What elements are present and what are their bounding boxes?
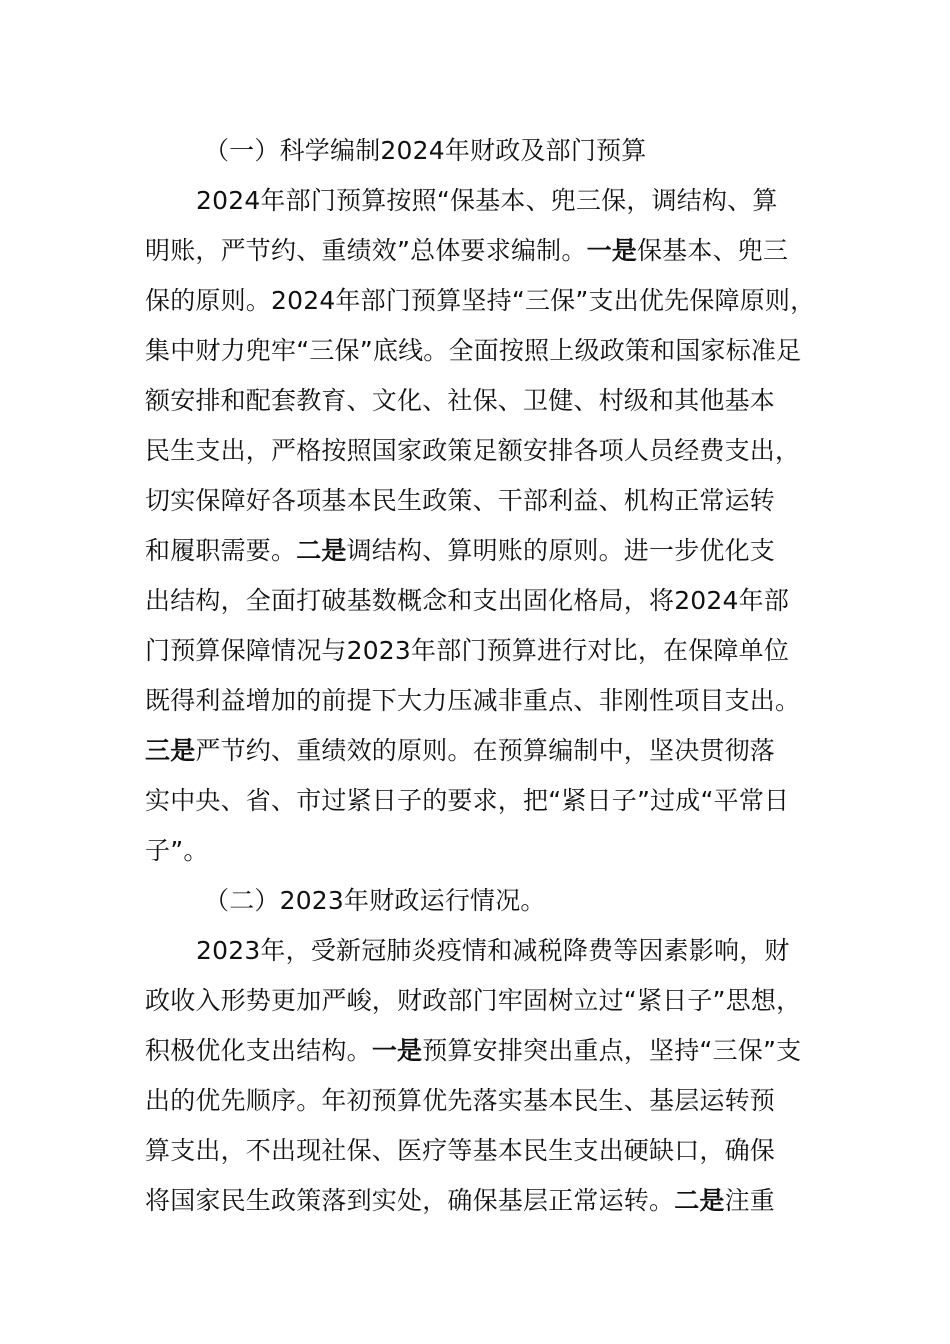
paragraph-line [145,226,788,276]
bold-text-run: 三是 [145,736,196,765]
text-run: 门预算保障情况与2023年部门预算进行对比，在保障单位 [145,636,790,665]
paragraph-line [145,376,775,426]
paragraph-line [145,1176,775,1226]
paragraph-line [145,1076,775,1126]
text-run: 出的优先顺序。年初预算优先落实基本民生、基层运转预 [145,1086,776,1115]
paragraph-line [145,1126,775,1176]
paragraph-line [145,576,789,626]
text-run: 注重 [724,1186,776,1215]
paragraph-line [145,776,789,826]
paragraph-line [145,1026,801,1076]
text-run: 实中央、省、市过紧日子的要求，把“紧日子”过成“平常日 [145,786,790,815]
paragraph-line [145,476,775,526]
text-run: 子”。 [145,836,209,865]
text-run: 算支出，不出现社保、医疗等基本民生支出硬缺口，确保 [145,1136,776,1165]
text-run: 2024年部门预算按照“保基本、兜三保，调结构、算 [196,186,778,215]
bold-text-run: 二是 [674,1186,725,1215]
text-run: 民生支出，严格按照国家政策足额安排各项人员经费支出， [145,436,801,465]
bold-text-run: 一是 [371,1036,423,1065]
paragraph-line [145,526,775,576]
text-run: 明账，严节约、重绩效”总体要求编制。 [145,236,587,265]
text-run: 政收入形势更加严峻，财政部门牢固树立过“紧日子”思想， [145,986,802,1015]
paragraph-line [145,826,209,876]
paragraph-line [145,326,801,376]
text-run: 将国家民生政策落到实处，确保基层正常运转。 [145,1186,675,1215]
text-run: 调结构、算明账的原则。进一步优化支 [346,536,776,565]
text-run: 保基本、兜三 [636,236,789,265]
text-run: 出结构，全面打破基数概念和支出固化格局，将2024年部 [145,586,790,615]
text-run: 既得利益增加的前提下大力压减非重点、非刚性项目支出。 [145,686,801,715]
bold-text-run: 一是 [586,236,637,265]
text-run: 集中财力兜牢“三保”底线。全面按照上级政策和国家标准足 [145,336,802,365]
text-run: 和履职需要。 [145,536,297,565]
text-run: 积极优化支出结构。 [145,1036,372,1065]
paragraph-line [145,276,815,326]
text-run: 切实保障好各项基本民生政策、干部利益、机构正常运转 [145,486,776,515]
paragraph-line [145,976,801,1026]
paragraph-line [145,626,789,676]
paragraph-line [145,676,800,726]
text-run: 保的原则。2024年部门预算坚持“三保”支出优先保障原则， [145,286,816,315]
bold-text-run: 二是 [296,536,347,565]
paragraph-line [196,926,790,976]
paragraph-line [145,426,800,476]
text-run: 2023年，受新冠肺炎疫情和减税降费等因素影响，财 [196,936,790,965]
text-run: 预算安排突出重点，坚持“三保”支 [422,1036,802,1065]
section-heading-2: （二）2023年财政运行情况。 [204,886,546,915]
text-run: 严节约、重绩效的原则。在预算编制中，坚决贯彻落 [195,736,776,765]
section-heading-1: （一）科学编制2024年财政及部门预算 [204,136,647,165]
text-run: 额安排和配套教育、文化、社保、卫健、村级和其他基本 [145,386,776,415]
paragraph-line [196,176,778,226]
paragraph-line [145,726,775,776]
